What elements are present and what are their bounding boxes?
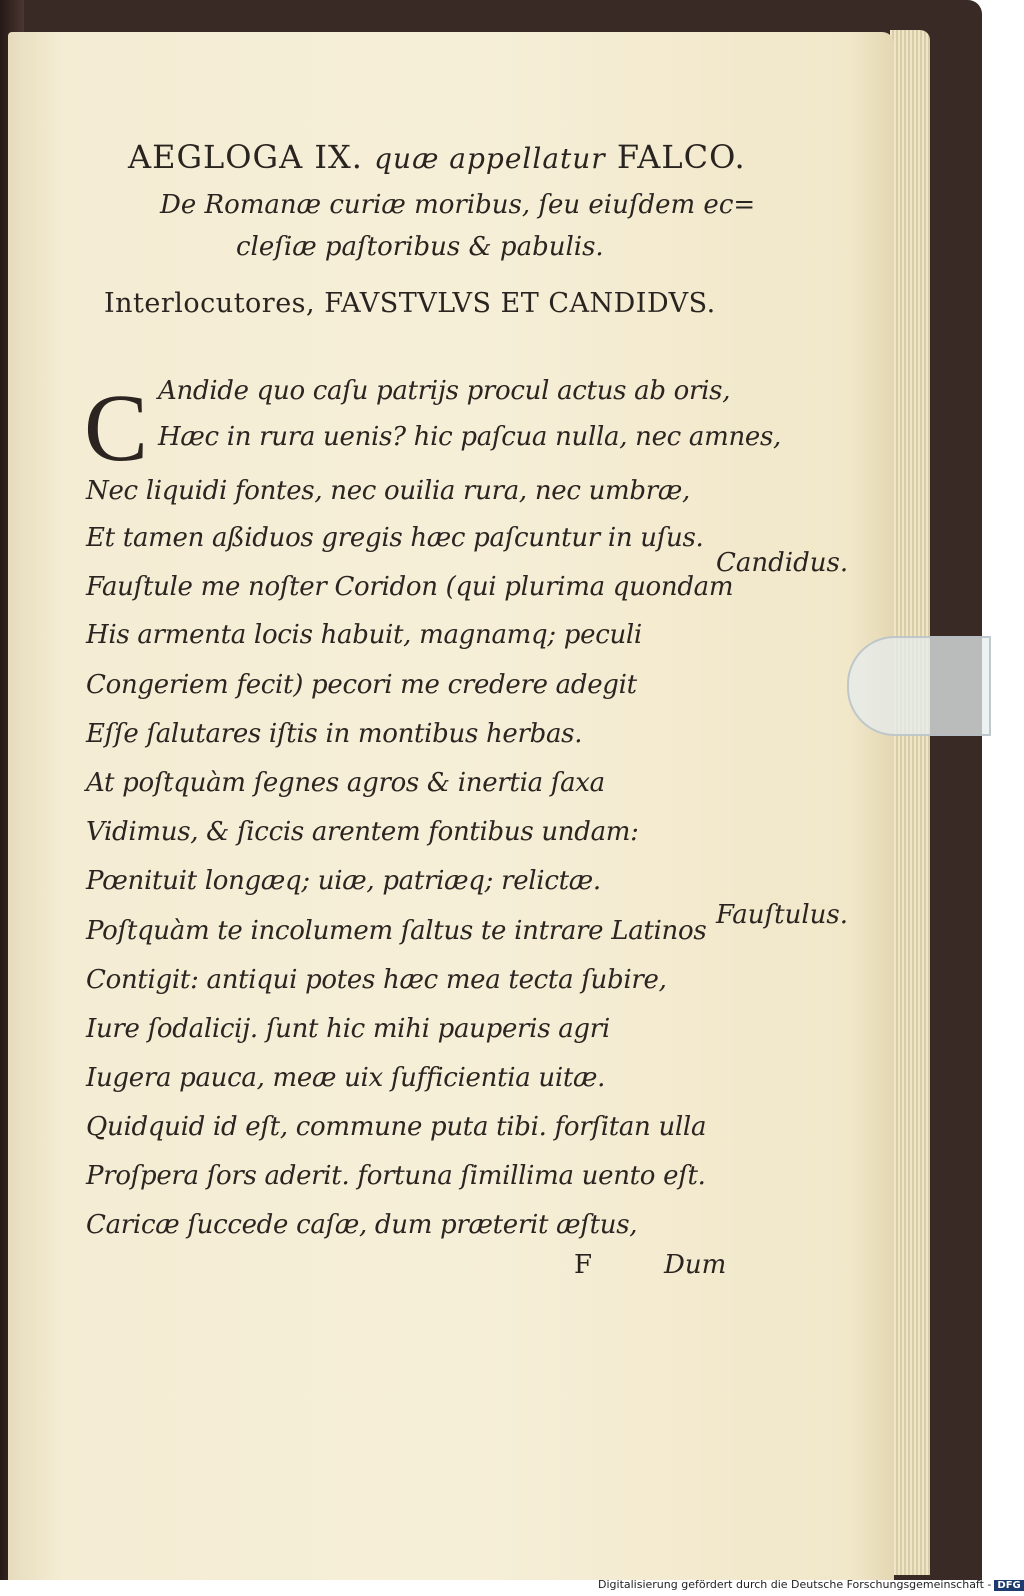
verse-line: His armenta locis habuit, magnamq; peculi xyxy=(86,620,642,650)
title-connector: quæ appellatur xyxy=(374,142,606,175)
subtitle-line-1: De Romanæ curiæ moribus, ſeu eiuſdem ec= xyxy=(160,190,756,220)
catchword: Dum xyxy=(664,1250,727,1280)
subtitle-line-2: cleſiæ paſtoribus & pabulis. xyxy=(236,232,604,262)
verse-line: Iure ſodalicij. ſunt hic mihi pauperis agri xyxy=(86,1014,610,1044)
drop-cap: C xyxy=(84,374,149,481)
verse-line: Congeriem fecit) pecori me credere adegit xyxy=(86,670,637,700)
verse-line: Poſtquàm te incolumem ſaltus te intrare Latinos xyxy=(86,916,707,946)
eclogue-title xyxy=(128,138,746,176)
speaker-candidus: Candidus. xyxy=(716,548,849,578)
verse-line: Vidimus, & ſiccis arentem fontibus undam: xyxy=(86,817,639,847)
verse-line: Caricæ ſuccede caſæ, dum præterit æſtus, xyxy=(86,1210,638,1240)
verse-line: Eſſe ſalutares iſtis in montibus herbas. xyxy=(86,719,583,749)
verse-line: Hæc in rura uenis? hic paſcua nulla, nec amnes, xyxy=(158,422,782,452)
dfg-logo: DFG xyxy=(994,1580,1023,1591)
signature-mark: F xyxy=(574,1250,593,1280)
verse-line: Nec liquidi fontes, nec ouilia rura, nec umbræ, xyxy=(86,476,690,506)
interlocutors-line: Interlocutores, FAVSTVLVS ET CANDIDVS. xyxy=(104,288,716,319)
title-number: AEGLOGA IX. xyxy=(128,138,363,176)
verse-line: At poſtquàm ſegnes agros & inertia ſaxa xyxy=(86,768,605,798)
verse-line: Iugera pauca, meæ uix ſufficientia uitæ. xyxy=(86,1063,606,1093)
verse-line: Pœnituit longæq; uiæ, patriæq; relictæ. xyxy=(86,866,601,896)
book-page xyxy=(8,32,894,1580)
verse-line: Et tamen aßiduos gregis hæc paſcuntur in uſus. xyxy=(86,523,704,553)
page-edges xyxy=(890,30,930,1575)
verse-line: Quidquid id eſt, commune puta tibi. forſitan ulla xyxy=(86,1112,707,1142)
verse-line: Fauſtule me noſter Coridon (qui plurima quondam xyxy=(86,572,734,602)
verse-line: Andide quo caſu patrijs procul actus ab oris, xyxy=(158,376,731,406)
speaker-faustulus: Fauſtulus. xyxy=(716,900,849,930)
credit-text: Digitalisierung gefördert durch die Deutsche Forschungsgemeinschaft - xyxy=(598,1578,992,1591)
verse-line: Contigit: antiqui potes hæc mea tecta ſubire, xyxy=(86,965,667,995)
title-name: FALCO. xyxy=(616,138,746,176)
verse-line: Proſpera ſors aderit. fortuna ſimillima uento eſt. xyxy=(86,1161,706,1191)
page-clip xyxy=(847,636,991,736)
digitization-credit xyxy=(598,1578,1024,1591)
